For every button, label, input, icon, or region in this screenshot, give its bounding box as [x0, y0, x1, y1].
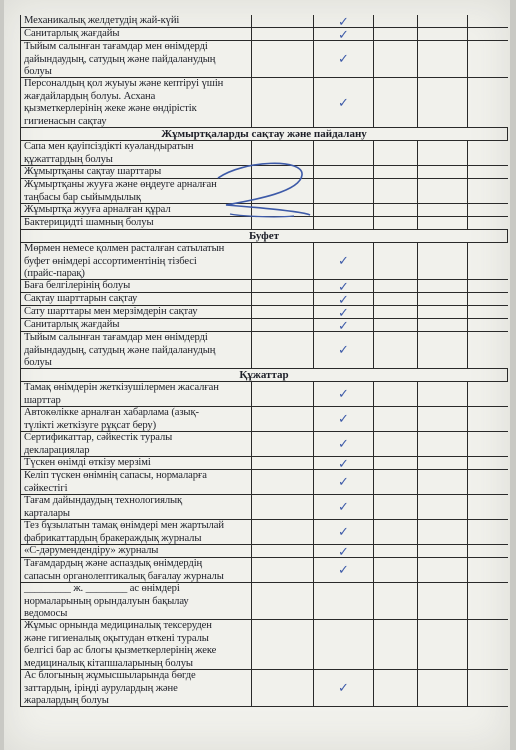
criterion-label: _________ ж. ________ ас өнімдері нормаларының орындалуын бақылау ведомосы — [24, 583, 189, 620]
check-cell — [314, 78, 374, 128]
criterion-label: Жұмыртқаны сақтау шарттары — [24, 166, 162, 177]
table-row — [20, 41, 508, 78]
check-cell — [314, 670, 374, 707]
criterion-cell — [20, 545, 252, 558]
table-row — [20, 382, 508, 407]
criterion-cell — [20, 204, 252, 217]
check-cell — [314, 15, 374, 28]
check-cell — [374, 15, 418, 28]
check-cell — [418, 306, 468, 319]
check-cell — [374, 407, 418, 432]
table-row — [20, 520, 508, 545]
criterion-cell — [20, 670, 252, 707]
check-cell — [468, 280, 508, 293]
criterion-label: Тыйым салынған тағамдар мен өнімдерді дайындаудың, сатудың және пайдаланудың болуы — [24, 41, 216, 78]
check-cell — [468, 204, 508, 217]
check-cell — [418, 217, 468, 230]
criterion-cell — [20, 243, 252, 280]
criterion-cell — [20, 280, 252, 293]
check-cell — [252, 166, 314, 179]
criterion-label: Сертификаттар, сәйкестік туралы декларациялар — [24, 432, 173, 456]
check-cell — [252, 545, 314, 558]
check-cell — [418, 41, 468, 78]
check-cell — [374, 166, 418, 179]
check-cell — [314, 166, 374, 179]
criterion-label: Сату шарттары мен мерзімдерін сақтау — [24, 306, 198, 317]
check-cell — [314, 332, 374, 369]
check-cell — [252, 306, 314, 319]
table-row — [20, 243, 508, 280]
criterion-cell — [20, 583, 252, 620]
check-cell — [468, 15, 508, 28]
check-cell — [468, 382, 508, 407]
check-cell — [418, 558, 468, 583]
check-mark: ✓ — [338, 319, 349, 334]
criterion-cell — [20, 293, 252, 306]
check-cell — [374, 432, 418, 457]
check-cell — [468, 432, 508, 457]
check-cell — [314, 520, 374, 545]
criterion-cell — [20, 166, 252, 179]
check-cell — [468, 141, 508, 166]
check-cell — [314, 545, 374, 558]
section-header — [20, 128, 508, 141]
criterion-label: Мөрмен немесе қолмен расталған сатылатын буфет өнімдері ассортиментінің тізбесі (прайс-парақ) — [24, 243, 225, 280]
criterion-cell — [20, 558, 252, 583]
check-cell — [252, 217, 314, 230]
check-cell — [314, 280, 374, 293]
criterion-cell — [20, 332, 252, 369]
check-mark: ✓ — [338, 563, 349, 578]
criterion-label: Баға белгілерінің болуы — [24, 280, 131, 291]
table-row — [20, 470, 508, 495]
check-cell — [374, 457, 418, 470]
criterion-label: Санитарлық жағдайы — [24, 319, 120, 330]
check-cell — [468, 407, 508, 432]
table-row — [20, 293, 508, 306]
criterion-cell — [20, 495, 252, 520]
check-cell — [418, 293, 468, 306]
check-cell — [468, 243, 508, 280]
check-cell — [374, 41, 418, 78]
criterion-label: Тағамдардың және аспаздық өнімдердің сапасын органолептикалық бағалау журналы — [24, 558, 224, 582]
check-cell — [252, 280, 314, 293]
criterion-label: Жұмыс орнында медициналық тексеруден және гигиеналық оқытудан өткені туралы белгісі бар ас блогы қызметкерлерінің жеке медициналық кітапшаларының болуы — [24, 620, 217, 669]
check-cell — [314, 407, 374, 432]
criterion-cell — [20, 28, 252, 41]
criterion-cell — [20, 407, 252, 432]
check-cell — [468, 319, 508, 332]
criterion-label: «С-дәрумендендіру» журналы — [24, 545, 159, 556]
table-row — [20, 583, 508, 620]
table-row — [20, 319, 508, 332]
check-cell — [374, 470, 418, 495]
check-cell — [468, 28, 508, 41]
check-cell — [418, 319, 468, 332]
criterion-cell — [20, 457, 252, 470]
check-cell — [468, 166, 508, 179]
table-row — [20, 280, 508, 293]
check-cell — [374, 670, 418, 707]
check-cell — [314, 470, 374, 495]
check-cell — [374, 141, 418, 166]
check-mark: ✓ — [338, 545, 349, 560]
check-cell — [418, 332, 468, 369]
table-row — [20, 204, 508, 217]
criterion-label: Тамақ өнімдерін жеткізушілермен жасалған шарттар — [24, 382, 219, 406]
check-mark: ✓ — [338, 681, 349, 696]
check-cell — [418, 495, 468, 520]
check-cell — [374, 217, 418, 230]
check-cell — [374, 545, 418, 558]
check-mark: ✓ — [338, 457, 349, 472]
check-cell — [418, 470, 468, 495]
check-cell — [418, 583, 468, 620]
table-row — [20, 166, 508, 179]
check-cell — [374, 204, 418, 217]
table-row — [20, 670, 508, 707]
criterion-label: Тыйым салынған тағамдар мен өнімдерді дайындаудың, сатудың және пайдаланудың болуы — [24, 332, 216, 369]
check-cell — [468, 670, 508, 707]
check-cell — [314, 28, 374, 41]
check-mark: ✓ — [338, 437, 349, 452]
section-title: Құжаттар — [239, 369, 289, 381]
check-cell — [252, 179, 314, 204]
check-mark: ✓ — [338, 28, 349, 43]
criterion-cell — [20, 141, 252, 166]
table-row — [20, 432, 508, 457]
check-cell — [252, 204, 314, 217]
check-cell — [314, 558, 374, 583]
check-mark: ✓ — [338, 293, 349, 308]
check-cell — [374, 280, 418, 293]
check-cell — [374, 243, 418, 280]
check-cell — [252, 382, 314, 407]
check-cell — [468, 41, 508, 78]
check-cell — [418, 407, 468, 432]
criterion-label: Түскен өнімді өткізу мерзімі — [24, 457, 151, 468]
criterion-cell — [20, 217, 252, 230]
check-cell — [314, 41, 374, 78]
check-mark: ✓ — [338, 254, 349, 269]
check-cell — [468, 457, 508, 470]
check-cell — [418, 179, 468, 204]
check-mark: ✓ — [338, 387, 349, 402]
check-cell — [418, 243, 468, 280]
check-cell — [314, 179, 374, 204]
check-cell — [418, 457, 468, 470]
criterion-cell — [20, 319, 252, 332]
check-cell — [252, 520, 314, 545]
check-cell — [252, 141, 314, 166]
check-cell — [374, 558, 418, 583]
check-cell — [314, 457, 374, 470]
check-cell — [314, 243, 374, 280]
check-cell — [374, 583, 418, 620]
criterion-label: Санитарлық жағдайы — [24, 28, 120, 39]
check-cell — [374, 179, 418, 204]
check-cell — [314, 141, 374, 166]
check-cell — [418, 141, 468, 166]
check-cell — [468, 179, 508, 204]
criterion-cell — [20, 78, 252, 128]
criterion-label: Жұмыртқа жууға арналған құрал — [24, 204, 171, 215]
table-row — [20, 407, 508, 432]
table-row — [20, 217, 508, 230]
table-row — [20, 15, 508, 28]
table-row — [20, 545, 508, 558]
check-cell — [418, 382, 468, 407]
check-mark: ✓ — [338, 525, 349, 540]
check-mark: ✓ — [338, 15, 349, 30]
document-sheet — [4, 0, 510, 750]
check-cell — [252, 470, 314, 495]
check-cell — [468, 293, 508, 306]
check-cell — [418, 28, 468, 41]
criterion-cell — [20, 382, 252, 407]
criterion-label: Жұмыртқаны жууға және өңдеуге арналған таңбасы бар сыйымдылық — [24, 179, 217, 203]
check-cell — [418, 204, 468, 217]
check-cell — [418, 620, 468, 670]
section-header — [20, 369, 508, 382]
check-cell — [374, 620, 418, 670]
check-cell — [468, 217, 508, 230]
table-row — [20, 179, 508, 204]
check-cell — [252, 457, 314, 470]
check-cell — [314, 495, 374, 520]
check-cell — [468, 78, 508, 128]
criterion-label: Тағам дайындаудың технологиялық карталары — [24, 495, 183, 519]
criterion-cell — [20, 620, 252, 670]
criterion-cell — [20, 41, 252, 78]
check-cell — [252, 670, 314, 707]
criterion-cell — [20, 520, 252, 545]
table-row — [20, 495, 508, 520]
check-cell — [374, 293, 418, 306]
check-cell — [468, 583, 508, 620]
check-cell — [418, 545, 468, 558]
check-mark: ✓ — [338, 412, 349, 427]
criterion-label: Сапа мен қауіпсіздікті куәландыратын құжаттардың болуы — [24, 141, 194, 165]
table-row — [20, 457, 508, 470]
check-cell — [468, 495, 508, 520]
check-cell — [374, 332, 418, 369]
check-mark: ✓ — [338, 52, 349, 67]
section-title: Буфет — [248, 230, 280, 242]
check-cell — [418, 166, 468, 179]
check-cell — [314, 583, 374, 620]
check-cell — [314, 204, 374, 217]
check-cell — [374, 495, 418, 520]
check-cell — [314, 432, 374, 457]
check-cell — [314, 319, 374, 332]
criterion-label: Механикалық желдетудің жай-күйі — [24, 15, 180, 26]
check-cell — [418, 520, 468, 545]
check-cell — [252, 15, 314, 28]
check-cell — [374, 319, 418, 332]
check-cell — [374, 28, 418, 41]
check-mark: ✓ — [338, 343, 349, 358]
criterion-cell — [20, 432, 252, 457]
check-cell — [468, 332, 508, 369]
check-mark: ✓ — [338, 500, 349, 515]
check-cell — [252, 293, 314, 306]
check-cell — [252, 495, 314, 520]
criterion-label: Сақтау шарттарын сақтау — [24, 293, 138, 304]
check-mark: ✓ — [338, 280, 349, 295]
check-cell — [314, 382, 374, 407]
check-cell — [314, 306, 374, 319]
check-cell — [314, 293, 374, 306]
check-cell — [252, 41, 314, 78]
criterion-cell — [20, 306, 252, 319]
table-row — [20, 558, 508, 583]
table-row — [20, 306, 508, 319]
criterion-label: Ас блогының жұмысшыларында бөгде заттардың, іріңді аурулардың және жаралардың болуы — [24, 670, 196, 707]
table-row — [20, 141, 508, 166]
check-mark: ✓ — [338, 475, 349, 490]
check-cell — [252, 28, 314, 41]
check-cell — [418, 78, 468, 128]
table-row — [20, 332, 508, 369]
criterion-cell — [20, 179, 252, 204]
check-cell — [252, 558, 314, 583]
section-header — [20, 230, 508, 243]
section-title: Жұмыртқаларды сақтау және пайдалану — [161, 128, 367, 140]
check-cell — [314, 620, 374, 670]
table-row — [20, 78, 508, 128]
check-cell — [468, 306, 508, 319]
check-cell — [468, 520, 508, 545]
check-cell — [418, 432, 468, 457]
check-cell — [418, 670, 468, 707]
check-cell — [252, 620, 314, 670]
check-cell — [468, 558, 508, 583]
check-cell — [252, 243, 314, 280]
criterion-label: Келіп түскен өнімнің сапасы, нормаларға сәйкестігі — [24, 470, 207, 494]
criterion-label: Тез бұзылатын тамақ өнімдері мен жартылай фабрикаттардың бракераждық журналы — [24, 520, 224, 544]
check-mark: ✓ — [338, 306, 349, 321]
check-cell — [374, 306, 418, 319]
criterion-label: Автокөлікке арналған хабарлама (азық- түлікті жеткізуге рұқсат беру) — [24, 407, 199, 431]
check-cell — [252, 407, 314, 432]
check-cell — [468, 545, 508, 558]
check-cell — [374, 382, 418, 407]
check-mark: ✓ — [338, 95, 349, 111]
criterion-label: Бактерицидті шамның болуы — [24, 217, 154, 228]
check-cell — [252, 332, 314, 369]
check-cell — [374, 520, 418, 545]
check-cell — [252, 583, 314, 620]
check-cell — [418, 15, 468, 28]
table-row — [20, 28, 508, 41]
check-cell — [314, 217, 374, 230]
check-cell — [418, 280, 468, 293]
check-cell — [468, 470, 508, 495]
check-cell — [468, 620, 508, 670]
check-cell — [252, 78, 314, 128]
check-cell — [374, 78, 418, 128]
criterion-cell — [20, 15, 252, 28]
check-cell — [252, 319, 314, 332]
check-cell — [252, 432, 314, 457]
criterion-cell — [20, 470, 252, 495]
criterion-label: Персоналдың қол жуыуы және кептіруі үшін жағдайлардың болуы. Асхана қызметкерлерінің жеке және өндірістік гигиенасын сақтау — [24, 78, 224, 127]
table-row — [20, 620, 508, 670]
